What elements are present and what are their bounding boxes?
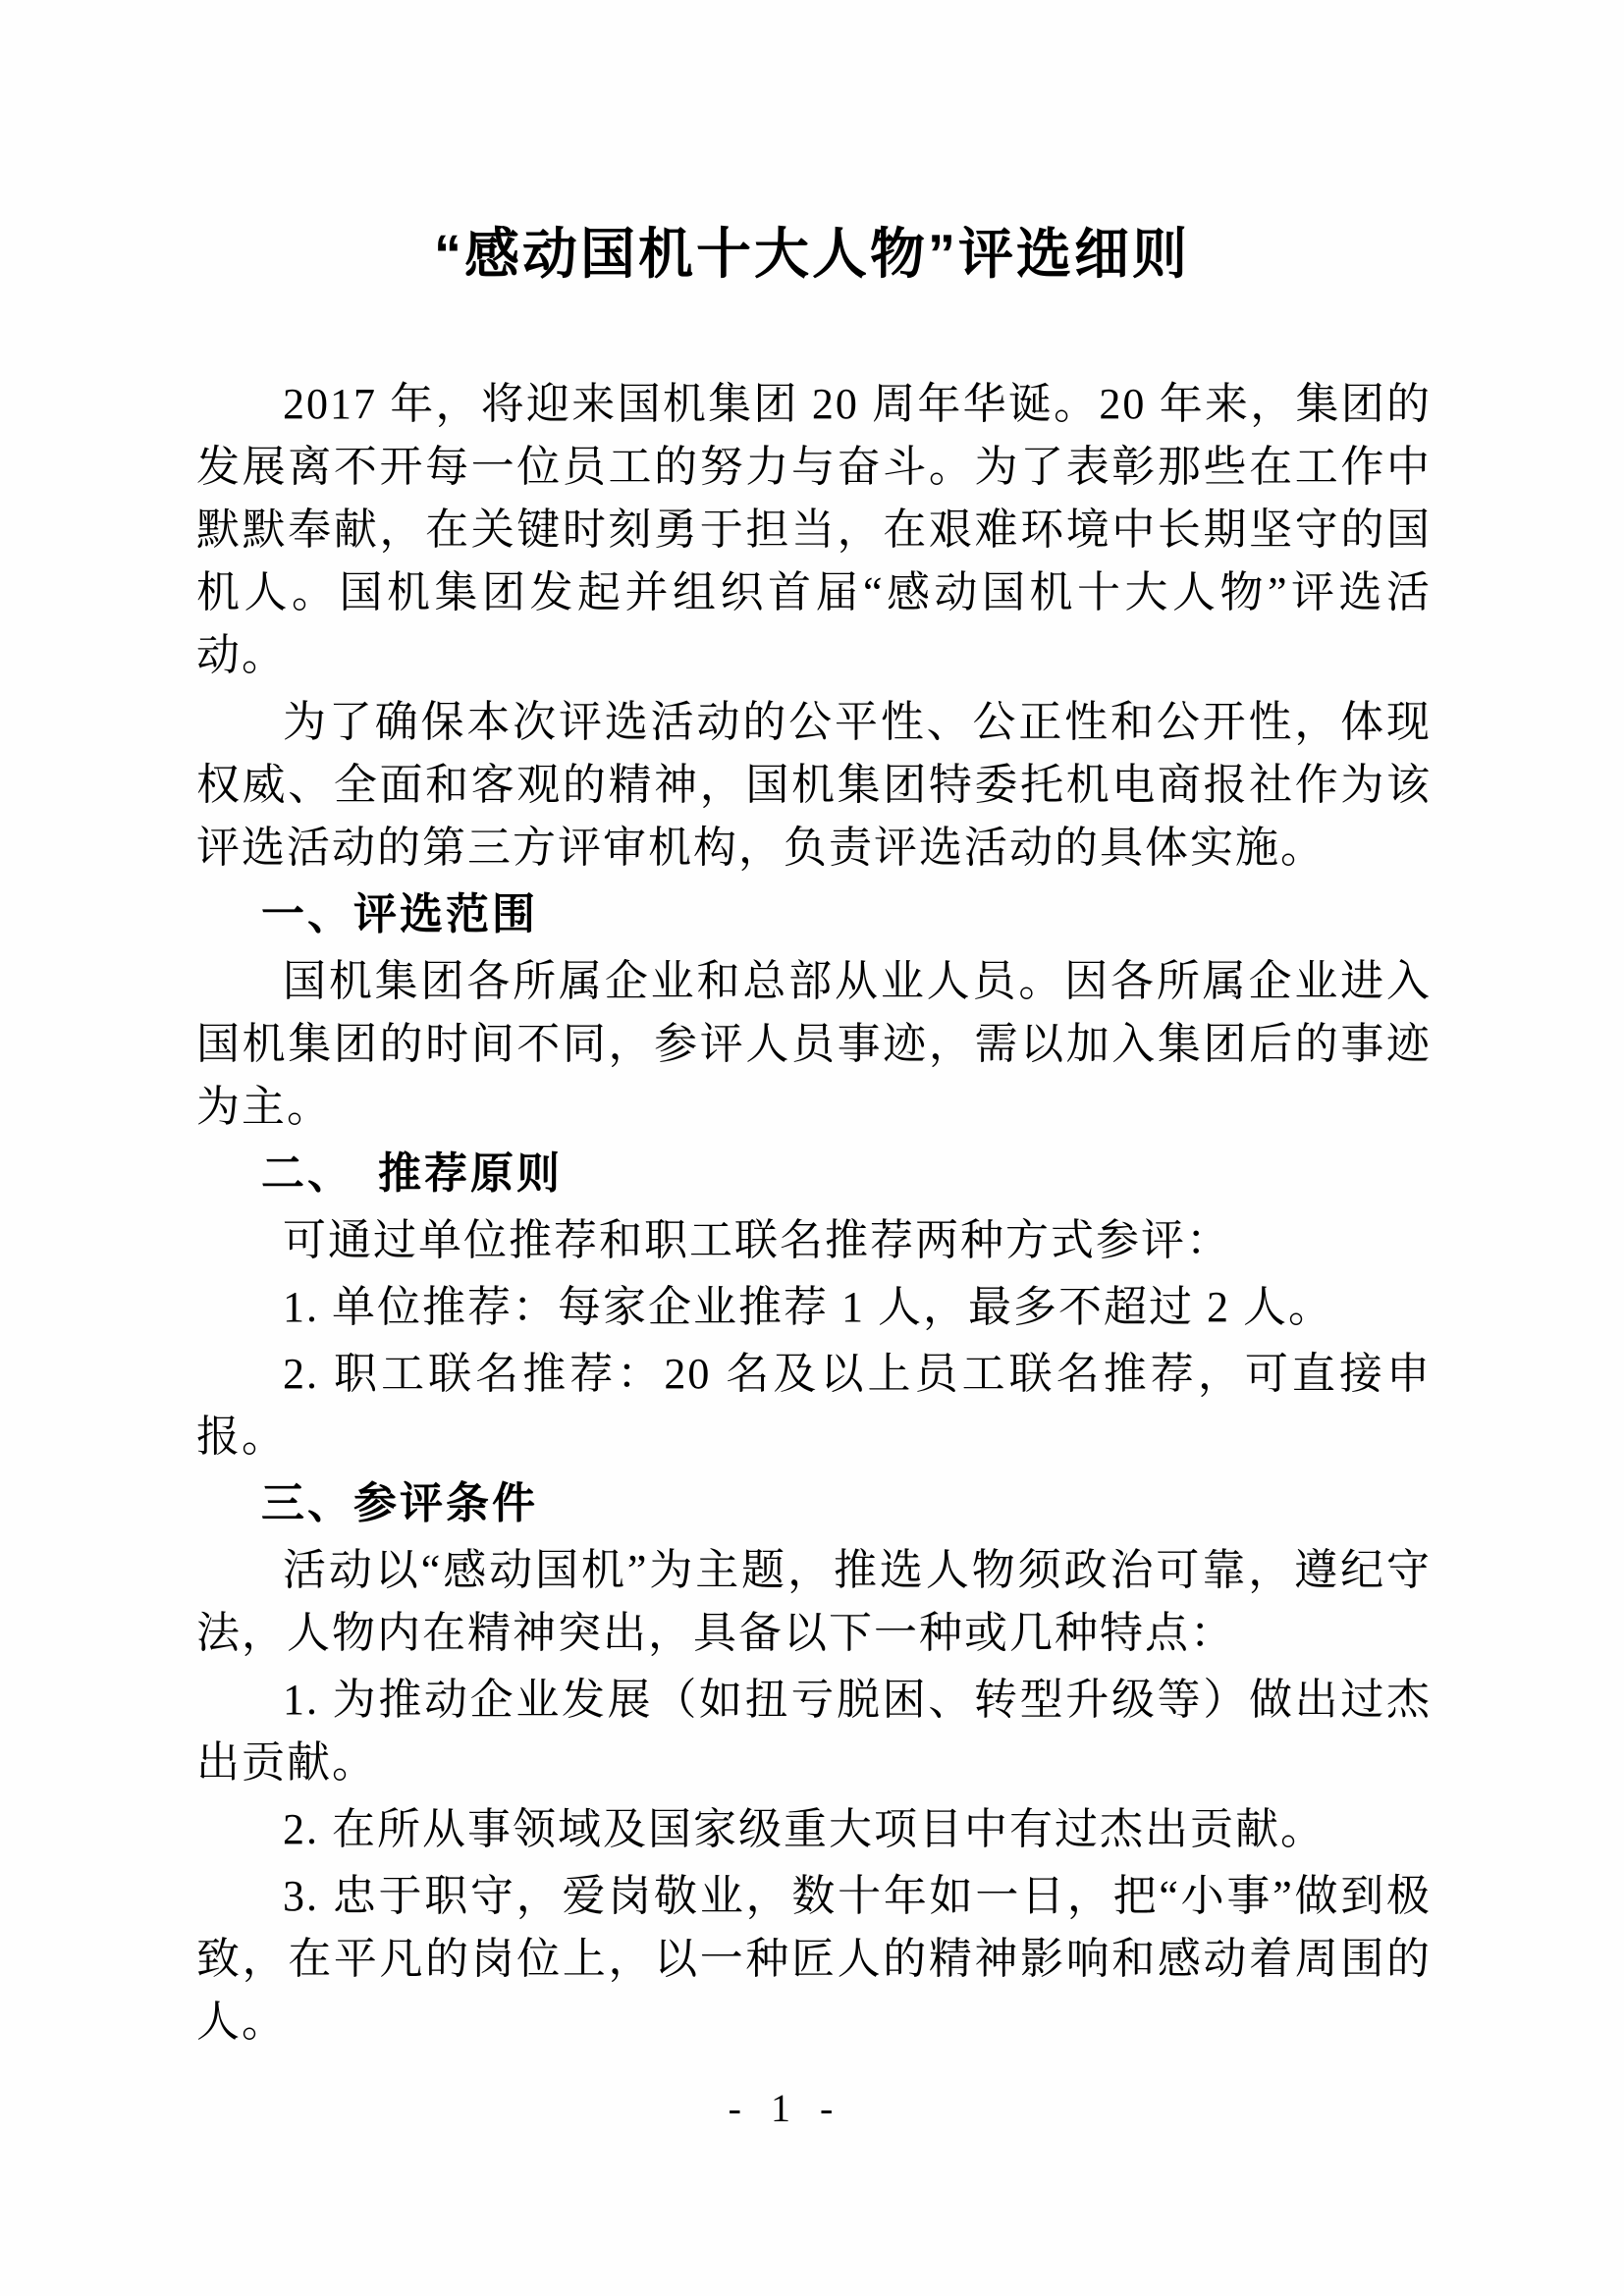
section-heading-recommendation: 二、 推荐原则: [261, 1149, 563, 1198]
list-item-criteria-2: 2. 在所从事领域及国家级重大项目中有过杰出贡献。: [283, 1805, 1326, 1853]
list-item-joint-recommendation: 2. 职工联名推荐：20 名及以上员工联名推荐，可直接申报。: [196, 1350, 1432, 1461]
paragraph-criteria-intro: 活动以“感动国机”为主题，推选人物须政治可靠，遵纪守法，人物内在精神突出，具备以下一种或几种特点：: [196, 1546, 1432, 1657]
section-heading-criteria: 三、参评条件: [261, 1479, 538, 1527]
paragraph-intro-anniversary: 2017 年，将迎来国机集团 20 周年华诞。20 年来，集团的发展离不开每一位员工的努力与奋斗。为了表彰那些在工作中默默奉献，在关键时刻勇于担当，在艰难环境中长期坚守的国机人。国机集团发起并组织首届“感动国机十大人物”评选活动。: [196, 380, 1432, 679]
list-item-criteria-1: 1. 为推动企业发展（如扭亏脱困、转型升级等）做出过杰出贡献。: [196, 1676, 1432, 1787]
paragraph-recommendation-intro: 可通过单位推荐和职工联名推荐两种方式参评：: [283, 1216, 1231, 1264]
page-number: - 1 -: [728, 2086, 843, 2130]
list-item-unit-recommendation: 1. 单位推荐：每家企业推荐 1 人，最多不超过 2 人。: [283, 1283, 1333, 1331]
paragraph-scope-detail: 国机集团各所属企业和总部从业人员。因各所属企业进入国机集团的时间不同，参评人员事迹，需以加入集团后的事迹为主。: [196, 957, 1432, 1131]
paragraph-fairness-commission: 为了确保本次评选活动的公平性、公正性和公开性，体现权威、全面和客观的精神，国机集团特委托机电商报社作为该评选活动的第三方评审机构，负责评选活动的具体实施。: [196, 698, 1432, 872]
document-body: [196, 373, 1432, 2054]
page-title: “感动国机十大人物”评选细则: [434, 223, 1190, 285]
section-heading-scope: 一、评选范围: [261, 890, 538, 938]
list-item-criteria-3: 3. 忠于职守，爱岗敬业，数十年如一日，把“小事”做到极致，在平凡的岗位上，以一种匠人的精神影响和感动着周围的人。: [196, 1872, 1432, 2046]
